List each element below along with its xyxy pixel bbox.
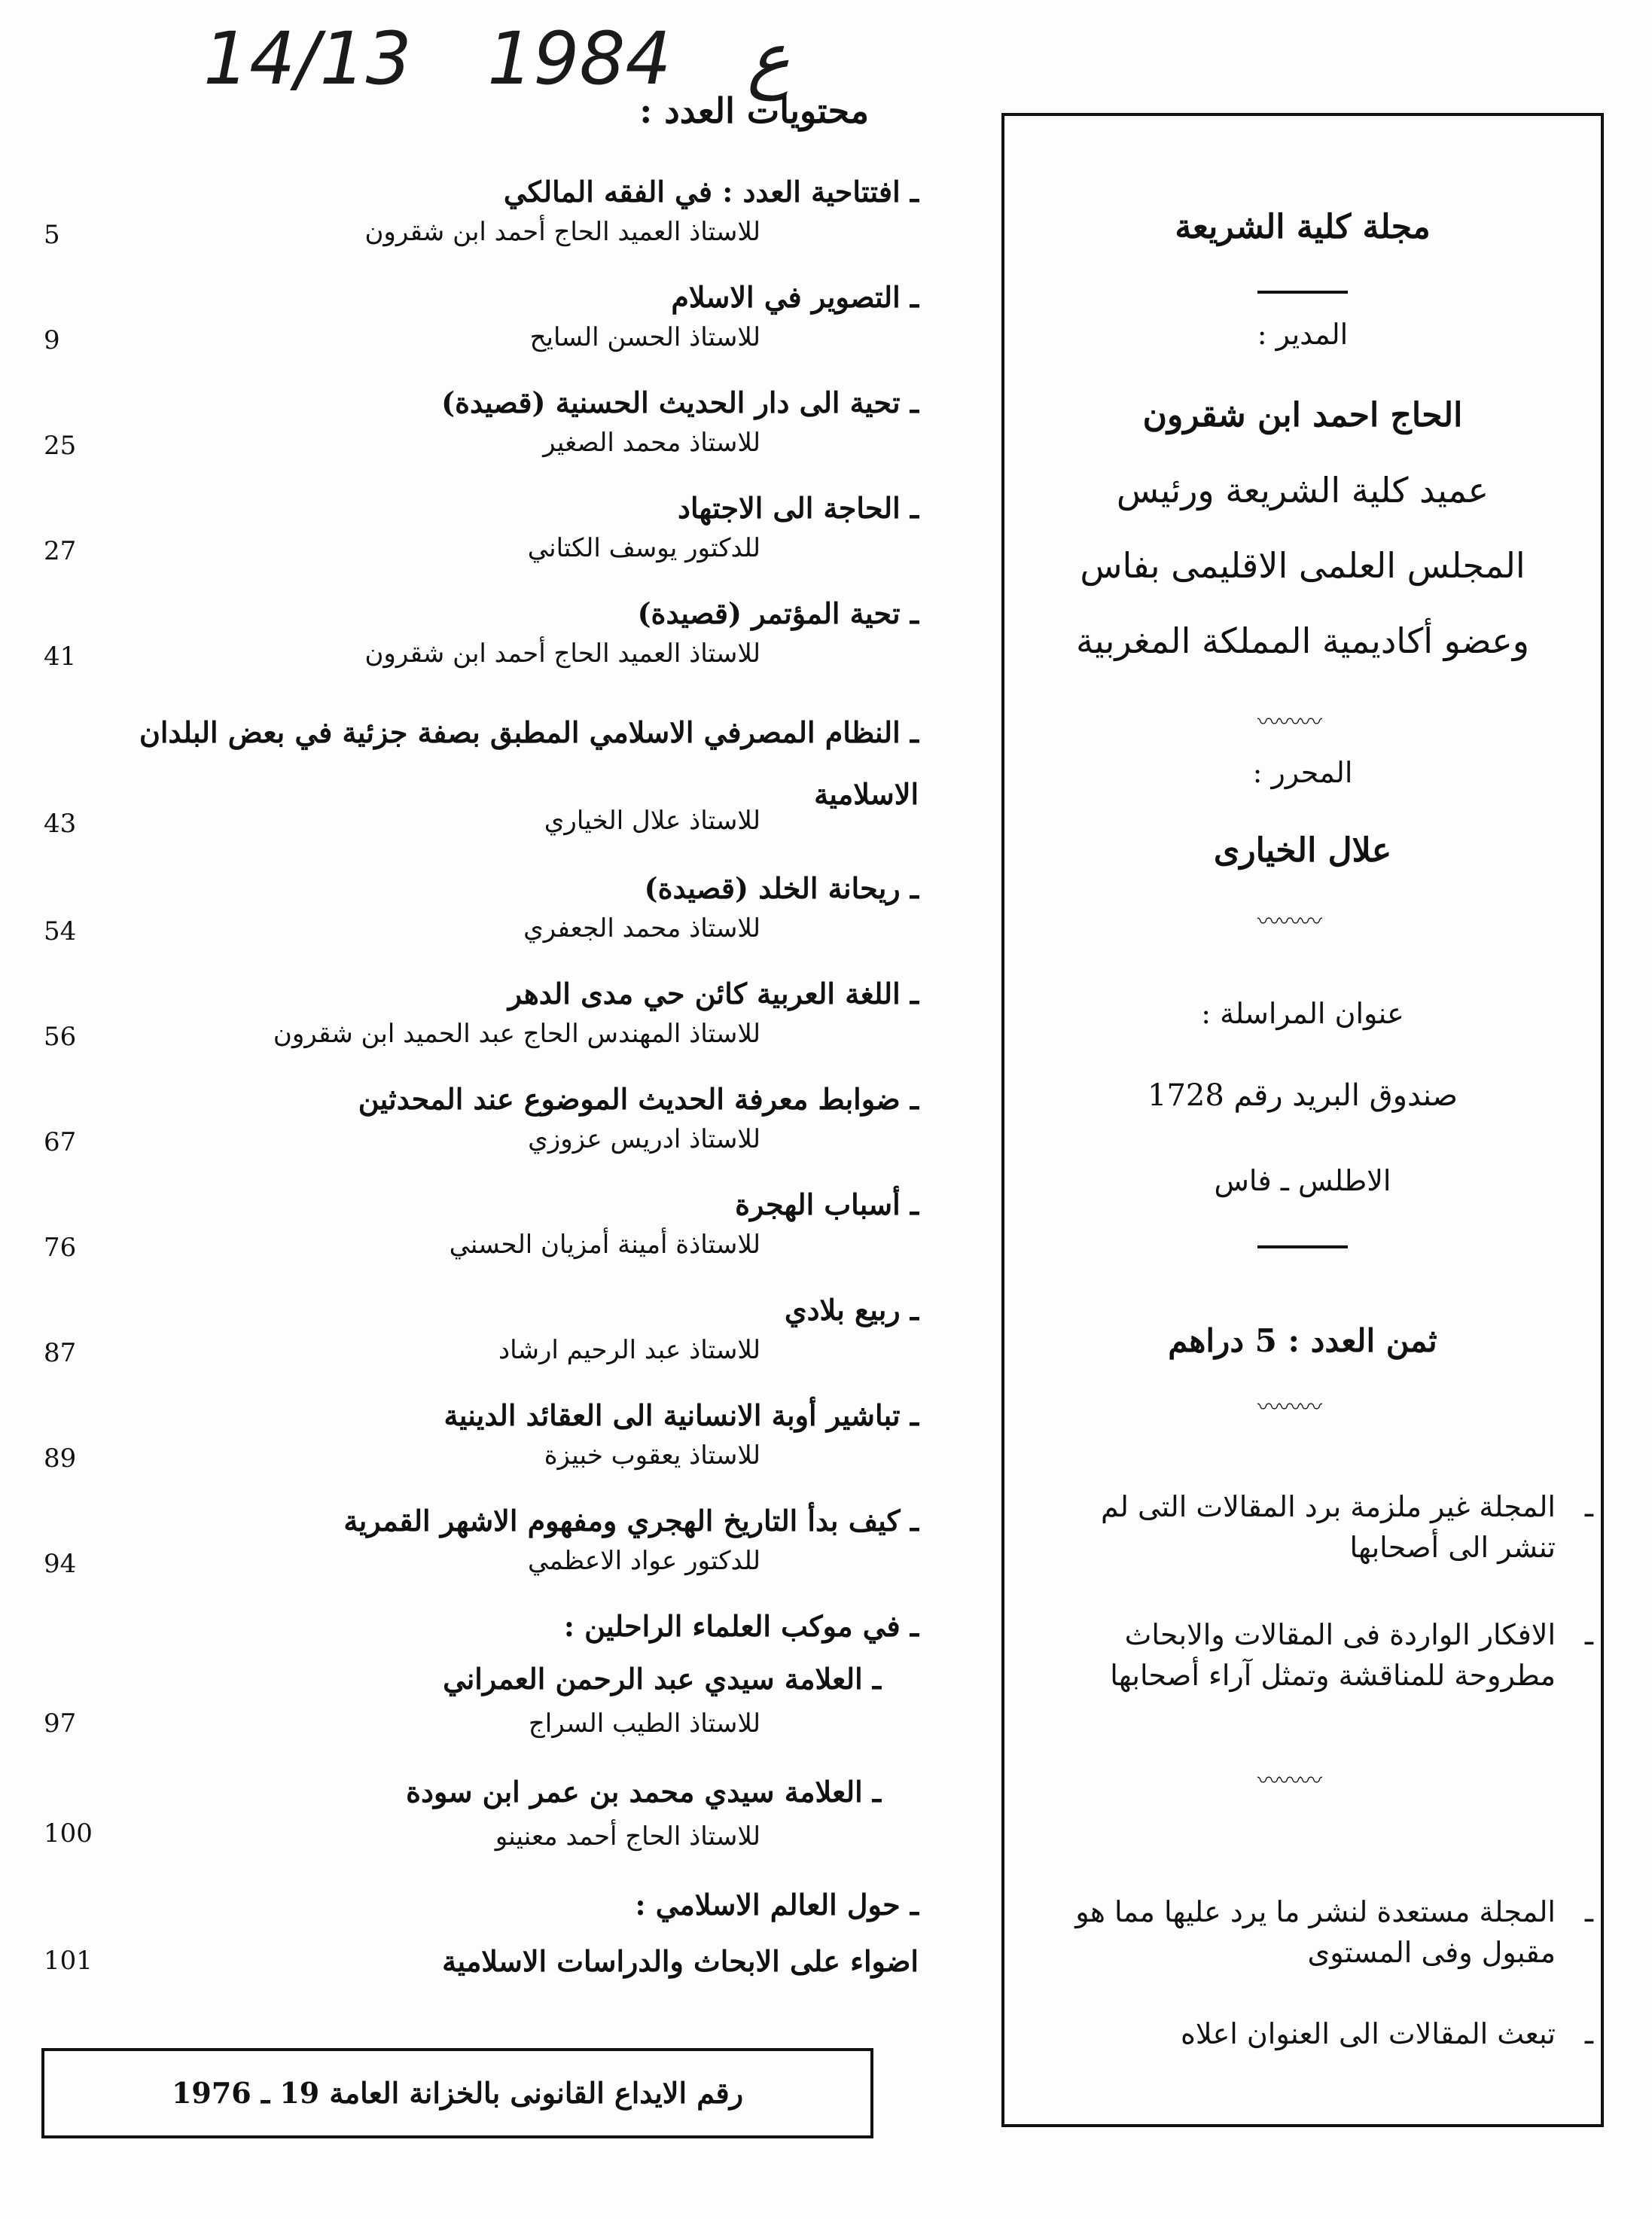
entry-title: ـ ريحانة الخلد (قصيدة) [644,871,919,905]
note-text: المجلة غير ملزمة برد المقالات التى لم تنشر الى أصحابها [1101,1490,1556,1564]
entry-author: للاستاذ محمد الجعفري [523,913,760,943]
wavy-divider: 〰〰〰 [1257,909,1321,935]
entry-page: 94 [44,1549,77,1579]
director-label: المدير : [1257,318,1349,351]
entry-title: ـ تحية المؤتمر (قصيدة) [637,596,919,630]
entry-title: ـ ربيع بلادي [784,1293,919,1327]
entry-title: ـ تحية الى دار الحديث الحسنية (قصيدة) [441,386,919,419]
entry-page: 25 [44,431,77,461]
director-desc-line: المجلس العلمى الاقليمى بفاس [1080,545,1526,586]
note-dash: ـ [1584,2017,1593,2050]
entry-page: 41 [44,642,77,672]
entry-page: 97 [44,1708,77,1739]
section-heading-islamic-world: ـ حول العالم الاسلامي : [635,1888,919,1922]
entry-page: 43 [44,809,77,839]
entry-title: اضواء على الابحاث والدراسات الاسلامية [442,1944,919,1978]
entry-author: للاستاذ الحسن السايح [529,322,760,352]
entry-page: 87 [44,1338,77,1368]
issue-price: ثمن العدد : 5 دراهم [1168,1322,1437,1359]
entry-author: للاستاذة أمينة أمزيان الحسني [449,1230,760,1260]
divider [1257,1245,1348,1248]
entry-page: 54 [44,916,77,946]
entry-title: ـ أسباب الهجرة [735,1187,919,1221]
entry-page: 5 [44,220,60,250]
editor-name: علال الخيارى [1213,831,1392,870]
table-of-contents [30,0,919,2033]
address-label: عنوان المراسلة : [1201,997,1404,1030]
note-text: الافكار الواردة فى المقالات والابحاث مطروحة للمناقشة وتمثل آراء أصحابها [1110,1618,1556,1692]
note [1074,1891,1593,1973]
entry-title: ـ النظام المصرفي الاسلامي المطبق بصفة جزئية في بعض البلدان الاسلامية [139,715,919,811]
editor-label: المحرر : [1252,756,1353,789]
entry-author: للاستاذ عبد الرحيم ارشاد [498,1335,760,1365]
handwritten-ref: 14/13 [203,17,412,101]
entry-page: 67 [44,1127,77,1157]
entry-title: ـ العلامة سيدي محمد بن عمر ابن سودة [406,1775,881,1809]
entry-author: للاستاذ محمد الصغير [543,428,760,458]
entry-title: ـ التصوير في الاسلام [671,280,919,314]
note-text: تبعث المقالات الى العنوان اعلاه [1180,2017,1556,2050]
note [1074,1486,1593,1568]
wavy-divider: 〰〰〰 [1257,1768,1321,1794]
entry-author: للدكتور عواد الاعظمي [528,1546,760,1576]
note [1074,2013,1593,2054]
entry-title: ـ الحاجة الى الاجتهاد [678,491,919,525]
entry-author: للاستاذ علال الخياري [544,806,760,836]
entry-title: ـ افتتاحية العدد : في الفقه المالكي [503,175,919,209]
entry-author: للاستاذ يعقوب خبيزة [544,1440,760,1471]
entry-author: للاستاذ المهندس الحاج عبد الحميد ابن شقرون [273,1019,760,1049]
city: الاطلس ـ فاس [1214,1164,1391,1197]
entry-page: 56 [44,1022,77,1052]
director-desc-line: وعضو أكاديمية المملكة المغربية [1076,620,1529,661]
handwritten-letter: ع [747,17,791,101]
entry-page: 9 [44,325,60,355]
entry-title: ـ تباشير أوبة الانسانية الى العقائد الدينية [443,1398,919,1432]
entry-author: للاستاذ ادريس عزوزي [528,1124,760,1154]
entry-title: ـ العلامة سيدي عبد الرحمن العمراني [443,1662,881,1696]
handwritten-year: 1984 [487,17,672,101]
entry-author: للاستاذ الطيب السراج [528,1708,760,1739]
entry-page: 100 [44,1818,93,1849]
director-desc-line: عميد كلية الشريعة ورئيس [1116,470,1489,511]
entry-title: ـ ضوابط معرفة الحديث الموضوع عند المحدثين [358,1082,919,1116]
wavy-divider: 〰〰〰 [1257,709,1321,736]
masthead-box [1001,113,1604,2127]
entry-title: ـ اللغة العربية كائن حي مدى الدهر [507,977,919,1010]
legal-deposit-box: رقم الايداع القانونى بالخزانة العامة 19 ـ 1976 [41,2048,873,2138]
entry-page: 27 [44,536,77,566]
entry-page: 101 [44,1946,93,1976]
entry-author: للاستاذ العميد الحاج أحمد ابن شقرون [364,639,760,669]
section-heading-deceased: ـ في موكب العلماء الراحلين : [563,1609,919,1643]
entry-author: للاستاذ الحاج أحمد معنينو [495,1821,760,1852]
entry-page: 89 [44,1443,77,1474]
po-box: صندوق البريد رقم 1728 [1148,1078,1458,1113]
note [1074,1614,1593,1696]
note-text: المجلة مستعدة لنشر ما يرد عليها مما هو مقبول وفى المستوى [1075,1895,1556,1969]
note-dash: ـ [1584,1895,1593,1928]
note-dash: ـ [1584,1618,1593,1651]
toc-title: محتويات العدد : [639,90,869,131]
entry-author: للاستاذ العميد الحاج أحمد ابن شقرون [364,217,760,247]
wavy-divider: 〰〰〰 [1257,1394,1321,1421]
entry-author: للدكتور يوسف الكتاني [527,533,760,563]
entry-page: 76 [44,1233,77,1263]
entry-title: ـ كيف بدأ التاريخ الهجري ومفهوم الاشهر القمرية [343,1504,919,1538]
journal-name: مجلة كلية الشريعة [1175,208,1431,246]
director-name: الحاج احمد ابن شقرون [1142,396,1463,434]
divider [1257,291,1348,294]
note-dash: ـ [1584,1490,1593,1523]
